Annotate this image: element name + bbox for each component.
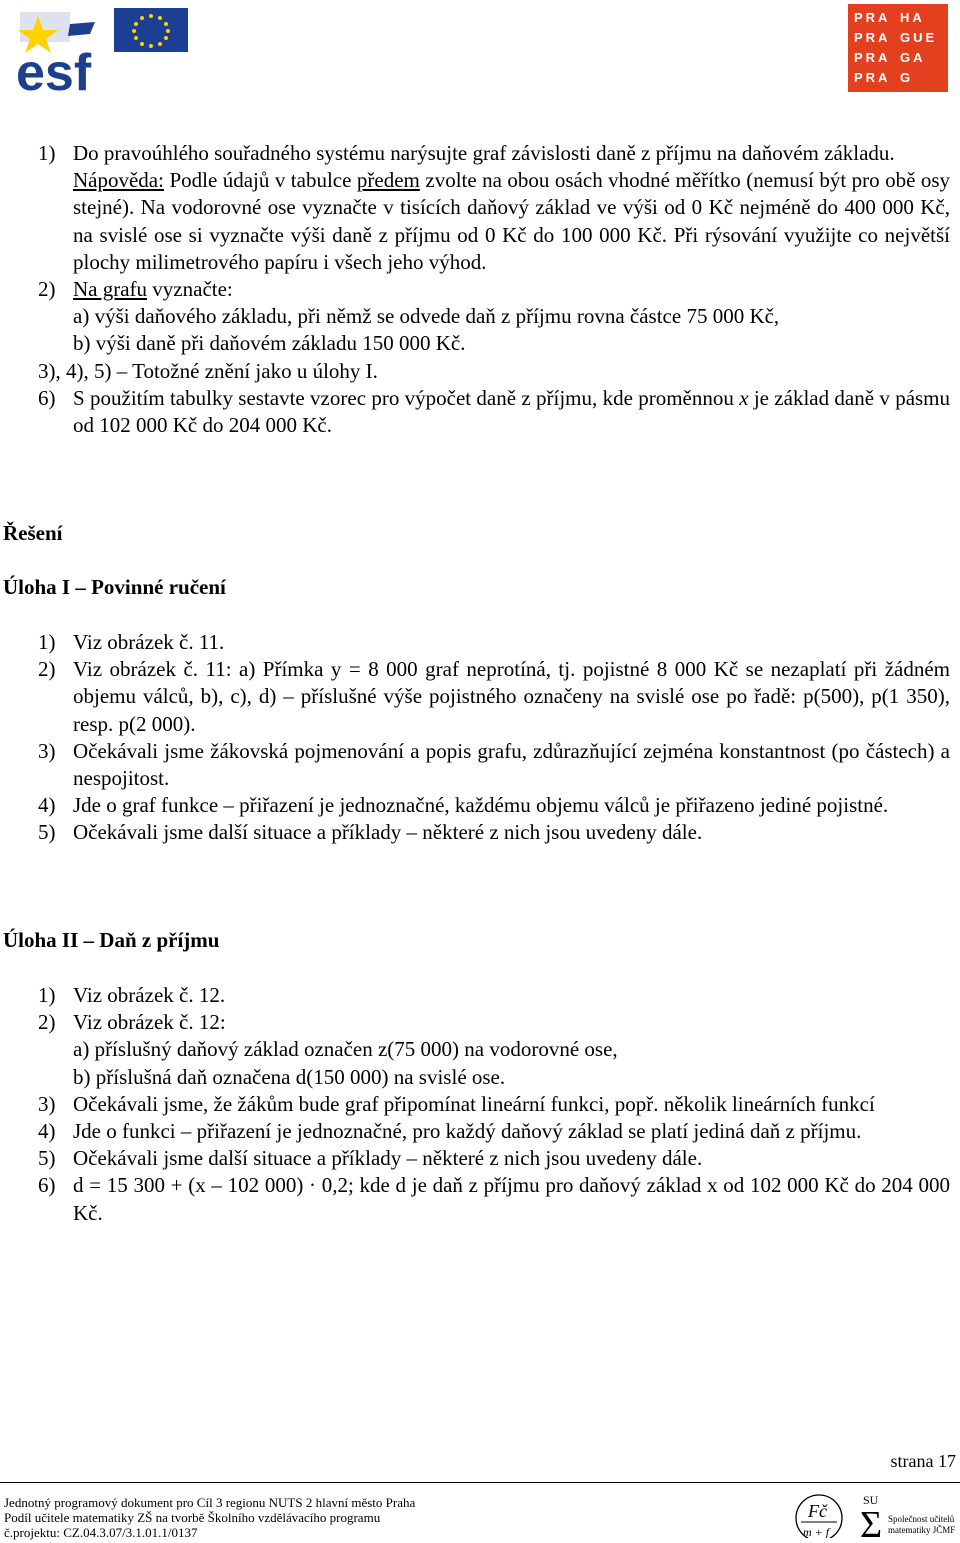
footer-divider bbox=[0, 1482, 960, 1483]
praha-logo-cell: PRA bbox=[854, 70, 891, 85]
hint-link: předem bbox=[356, 168, 420, 193]
sum-logo-line2: matematiky JČMF bbox=[888, 1525, 956, 1535]
task-text: S použitím tabulky sestavte vzorec pro výpočet daně z příjmu, kde proměnnou bbox=[73, 385, 734, 410]
item-text: Viz obrázek č. 11: a) Přímka y = 8 000 graf neprotíná, tj. pojistné 8 000 Kč se nezaplatí při žádném objemu válců, b), c), d) – příslušné výše pojistného označeny na svislé ose po řadě: p(500), p(1 350), resp. p(2 000). bbox=[73, 657, 950, 736]
item-number: 3) bbox=[38, 738, 56, 763]
esf-logo-text: esf bbox=[16, 44, 92, 94]
item-number: 4) bbox=[38, 793, 56, 818]
task-2a: a) výši daňového základu, při němž se odvede daň z příjmu rovna částce 75 000 Kč, bbox=[73, 304, 780, 329]
praha-logo-cell: PRA bbox=[854, 10, 891, 25]
item-number: 5) bbox=[38, 820, 56, 845]
list-item bbox=[0, 1145, 960, 1172]
praha-logo-cell: PRA bbox=[854, 30, 891, 45]
item-text: Očekávali jsme, že žákům bude graf připomínat lineární funkci, popř. několik lineárních funkcí bbox=[73, 1091, 875, 1116]
item-text: Očekávali jsme další situace a příklady – některé z nich jsou uvedeny dále. bbox=[73, 820, 703, 845]
item-text: Viz obrázek č. 11. bbox=[73, 630, 225, 654]
list-item bbox=[0, 1118, 960, 1145]
variable-x: x bbox=[739, 385, 749, 410]
praha-logo-cell: GUE bbox=[900, 30, 938, 45]
item-number: 6) bbox=[38, 1173, 56, 1198]
list-item bbox=[0, 792, 960, 819]
task-345: 3), 4), 5) – Totožné znění jako u úlohy I. bbox=[38, 358, 378, 383]
sub-item-b: b) příslušná daň označena d(150 000) na svislé ose. bbox=[73, 1064, 506, 1089]
item-text: Viz obrázek č. 12: bbox=[73, 1010, 226, 1035]
item-number: 2) bbox=[38, 277, 56, 302]
sum-sigma-icon: Σ bbox=[860, 1504, 883, 1537]
sum-logo bbox=[860, 1491, 960, 1537]
praha-logo-cell: HA bbox=[900, 10, 925, 25]
footer-line-1: Jednotný programový dokument pro Cíl 3 regionu NUTS 2 hlavní město Praha bbox=[4, 1495, 416, 1510]
item-number: 6) bbox=[38, 385, 56, 410]
list-item bbox=[0, 738, 960, 792]
praha-logo-cell: G bbox=[900, 70, 914, 85]
list-item bbox=[0, 819, 960, 846]
sub-item-a: a) příslušný daňový základ označen z(75 000) na vodorovné ose, bbox=[73, 1037, 618, 1062]
solution-heading: Řešení bbox=[3, 521, 63, 545]
item-text: Jde o graf funkce – přiřazení je jednoznačné, každému objemu válců je přiřazeno jediné pojistné. bbox=[73, 793, 889, 818]
praha-logo bbox=[848, 4, 948, 92]
footer-line-3: č.projektu: CZ.04.3.07/3.1.01.1/0137 bbox=[4, 1525, 198, 1540]
section-2-heading: Úloha II – Daň z příjmu bbox=[3, 928, 220, 952]
item-text: Očekávali jsme žákovská pojmenování a popis grafu, zdůrazňující zejména konstantnost (po částech) a nespojitost. bbox=[73, 738, 950, 791]
item-number: 1) bbox=[38, 983, 56, 1007]
item-number: 4) bbox=[38, 1119, 56, 1144]
section-1-list bbox=[0, 629, 960, 847]
item-number: 2) bbox=[38, 1010, 56, 1035]
list-item bbox=[0, 1009, 960, 1036]
sum-logo-su: SU bbox=[863, 1493, 879, 1507]
list-item bbox=[0, 656, 960, 738]
item-number: 2) bbox=[38, 657, 56, 682]
list-item bbox=[0, 629, 960, 656]
jcmf-logo bbox=[793, 1492, 845, 1538]
section-2-list bbox=[0, 982, 960, 1227]
sum-logo-line1: Společnost učitelů bbox=[888, 1514, 955, 1524]
praha-logo-cell: PRA bbox=[854, 50, 891, 65]
item-number: 1) bbox=[38, 141, 56, 165]
footer-text bbox=[4, 1495, 415, 1540]
page-number: strana 17 bbox=[890, 1451, 956, 1471]
jcmf-logo-text: Fč bbox=[808, 1501, 827, 1521]
jcmf-logo-sub: m + f bbox=[803, 1525, 830, 1538]
task-text: zvolte na obou osách vhodné měřítko (nemusí být pro obě osy stejné). Na vodorovné ose vyznačte v tisících daňový základ ve výši od 0 Kč nejméně do 400 000 Kč, na svislé ose si vyznačte výši daně z příjmu od 0 Kč do 100 000 Kč. Při rýsování využijte co největší plochy milimetrového papíru i všech jeho výhod. bbox=[73, 168, 951, 274]
item-number: 3) bbox=[38, 1091, 56, 1116]
praha-logo-cell: GA bbox=[900, 50, 926, 65]
item-text: Jde o funkci – přiřazení je jednoznačné, pro každý daňový základ se platí jediná daň z příjmu. bbox=[73, 1119, 862, 1144]
item-number: 1) bbox=[38, 630, 56, 654]
task-2b: b) výši daně při daňovém základu 150 000 Kč. bbox=[73, 331, 466, 356]
list-item bbox=[0, 1091, 960, 1118]
task-2 bbox=[0, 276, 960, 303]
item-number: 5) bbox=[38, 1146, 56, 1171]
section-1-heading: Úloha I – Povinné ručení bbox=[3, 575, 226, 599]
item-text: d = 15 300 + (x – 102 000) · 0,2; kde d je daň z příjmu pro daňový základ x od 102 000 Kč do 204 000 Kč. bbox=[73, 1173, 950, 1225]
esf-logo bbox=[10, 4, 190, 94]
task-text: je základ daně v pásmu od 102 000 Kč do 204 000 Kč. bbox=[73, 385, 951, 438]
task-text: vyznačte: bbox=[152, 277, 233, 302]
footer-line-2: Podíl učitele matematiky ZŠ na tvorbě Školního vzdělávacího programu bbox=[4, 1510, 381, 1525]
task-1 bbox=[0, 140, 960, 276]
task-list bbox=[0, 140, 960, 439]
hint-label: Nápověda: bbox=[73, 168, 164, 193]
list-item bbox=[0, 982, 960, 1009]
task-6 bbox=[0, 385, 960, 439]
item-text: Očekávali jsme další situace a příklady – některé z nich jsou uvedeny dále. bbox=[73, 1146, 703, 1171]
graph-link-text: Na grafu bbox=[73, 277, 148, 302]
task-text: Podle údajů v tabulce bbox=[169, 168, 352, 193]
list-item bbox=[0, 1172, 960, 1226]
task-text: Do pravoúhlého souřadného systému narýsujte graf závislosti daně z příjmu na daňovém základu. bbox=[73, 141, 895, 165]
item-text: Viz obrázek č. 12. bbox=[73, 983, 226, 1007]
